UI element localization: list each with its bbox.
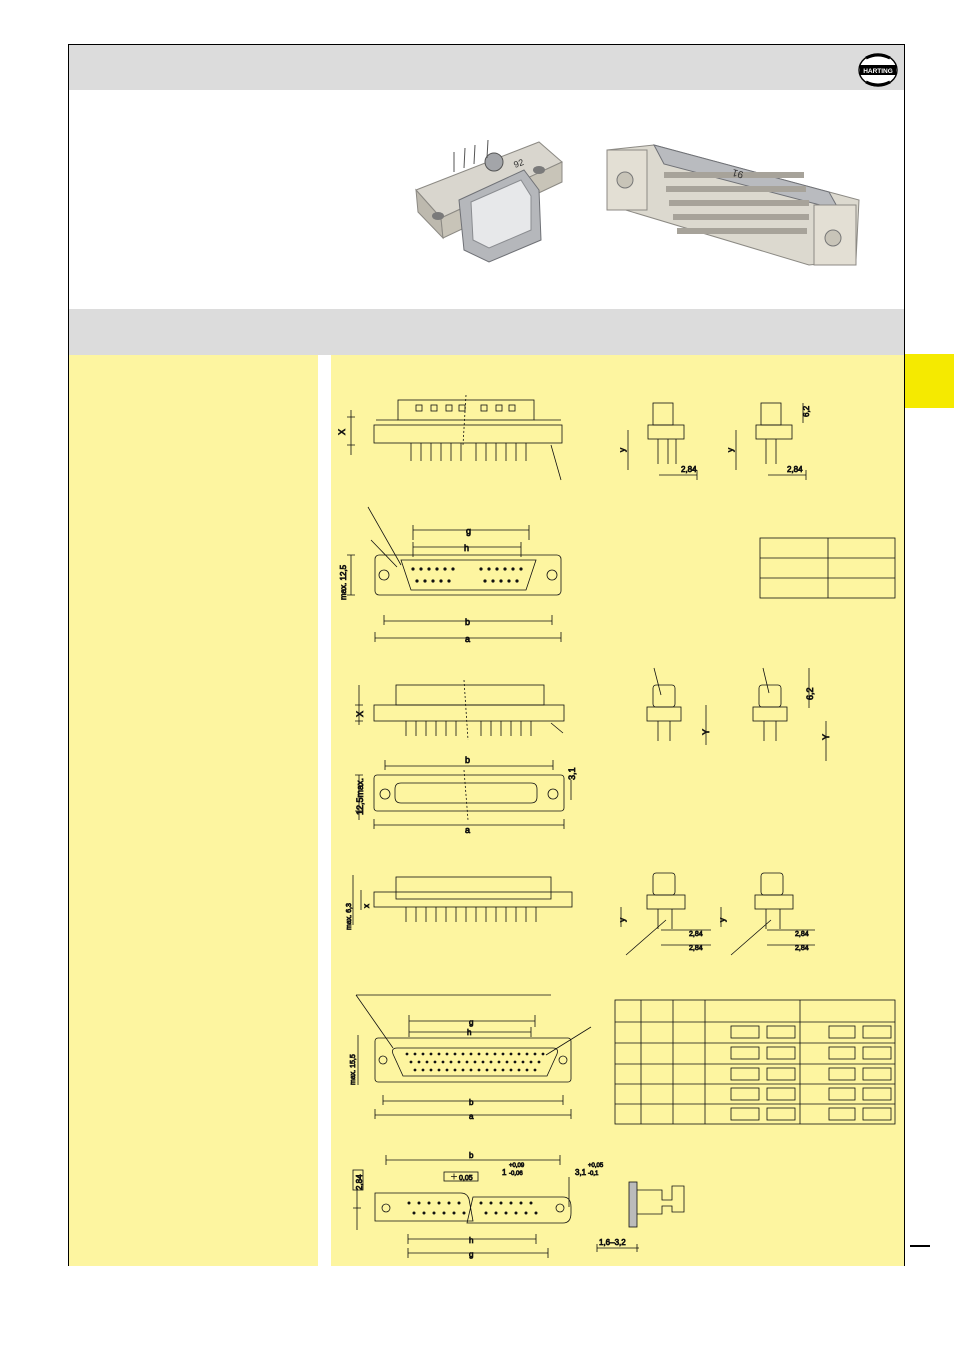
d6-a: a (469, 1112, 474, 1121)
section-tab (905, 354, 954, 408)
harting-logo (858, 52, 898, 88)
d5-max: max. 6,3 (346, 903, 353, 930)
drawing-6-front-view (356, 995, 591, 1119)
frame-left-line (68, 44, 69, 1266)
drawing-3-profiles (647, 668, 826, 761)
drawing-5-profiles (621, 873, 815, 955)
d3-y2: Y (821, 733, 831, 740)
small-table (760, 538, 895, 598)
drawing-2-front-view (347, 507, 561, 642)
d6-max: max. 15,5 (350, 1054, 357, 1085)
d2-max: max. 12,5 (339, 564, 348, 600)
svg-text:92: 92 (512, 157, 526, 170)
d7-g: g (469, 1250, 474, 1259)
page-dash (910, 1245, 930, 1247)
d5-y2: y (718, 918, 727, 922)
small-connector-photo (416, 140, 562, 262)
d7-tol1: 0,05 (459, 1175, 473, 1182)
drawing-3-side-view (355, 680, 564, 740)
d1-62: 6,2 (802, 405, 811, 417)
drawing-1-profiles (628, 403, 806, 480)
drawing-5-side-view (353, 875, 572, 925)
d5-p1: 2,84 (689, 931, 703, 938)
d5-p3: 2,84 (795, 931, 809, 938)
d2-b: b (465, 617, 471, 627)
technical-drawings (331, 355, 904, 1266)
d2-g: g (466, 526, 472, 536)
d1-pitch-a: 2,84 (681, 465, 697, 474)
d4-31: 3,1 (567, 767, 577, 780)
svg-text:91: 91 (731, 166, 745, 180)
d2-h: h (464, 543, 470, 553)
drawing-1-side-view (347, 395, 562, 480)
d7-284: 2,84 (355, 1174, 364, 1190)
d7-tol3-main: 3,1 (575, 1168, 587, 1177)
d4-a: a (465, 825, 471, 835)
d3-x: X (355, 710, 365, 717)
d7-b: b (469, 1151, 474, 1160)
d7-tol3-lo: -0,1 (588, 1171, 599, 1177)
d4-max: 12,5max. (355, 777, 365, 815)
d5-p4: 2,84 (795, 945, 809, 952)
large-connector-photo (607, 145, 859, 265)
connector-photos (69, 90, 904, 309)
d1-x-label: X (337, 428, 347, 435)
drawing-4-front-view (355, 760, 571, 829)
d7-tol2-up: +0,09 (509, 1163, 525, 1169)
d6-g: g (469, 1018, 474, 1027)
d6-h: h (467, 1028, 472, 1037)
section-band (69, 309, 904, 355)
d1-pitch-b: 2,84 (787, 465, 803, 474)
d5-p2: 2,84 (689, 945, 703, 952)
d7-panel: 1,6–3,2 (599, 1238, 626, 1247)
d1-y-label-2: y (726, 448, 735, 452)
svg-text:HARTING: HARTING (863, 68, 893, 75)
d7-h: h (469, 1236, 474, 1245)
d1-y-label: y (618, 448, 627, 452)
left-text-panel (69, 355, 318, 1266)
d7-tol2-lo: -0,06 (509, 1171, 523, 1177)
d5-x: x (362, 904, 371, 908)
frame-right-line (904, 44, 905, 1266)
large-table (615, 1000, 895, 1124)
d6-b: b (469, 1098, 474, 1107)
d2-a: a (465, 634, 471, 644)
d7-tol2-main: 1 (502, 1168, 507, 1177)
d4-b: b (465, 755, 471, 765)
d5-y: y (618, 918, 627, 922)
d7-tol3-up: +0,05 (588, 1163, 604, 1169)
d3-62: 6,2 (805, 687, 815, 700)
d3-y: Y (701, 728, 711, 735)
header-band (69, 45, 904, 90)
photo-area (69, 90, 904, 309)
